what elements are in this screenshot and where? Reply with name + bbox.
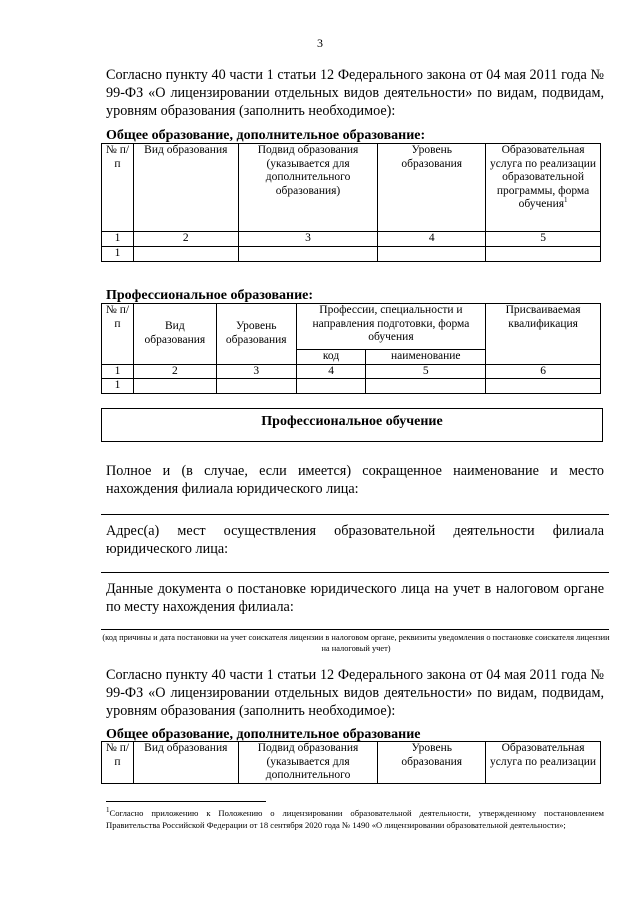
table-number-row: 1 2 3 4 5 6 xyxy=(102,364,601,379)
footnote-text: Согласно приложению к Положению о лицензировании образовательной деятельности, утвержденному постановлением Правительства Российской Федерации от 18 сентября 2020 года № 1490 «О лицензировании образовательной деятельности»; xyxy=(106,808,604,830)
tax-note: (код причины и дата постановки на учет соискателя лицензии в налоговом органе, реквизиты уведомления о постановке соискателя лицензии на налоговый учет) xyxy=(102,633,610,653)
table-number-row: 1 2 3 4 5 xyxy=(102,232,601,247)
intro-paragraph: Согласно пункту 40 части 1 статьи 12 Федерального закона от 04 мая 2011 года № 99-ФЗ «О лицензировании отдельных видов деятельности» по видам, подвидам, уровням образования (заполнить необходимое): xyxy=(106,67,604,119)
header-professions: Профессии, специальности и направления подготовки, форма обучения xyxy=(296,304,485,350)
tax-paragraph: Данные документа о постановке юридического лица на учет в налоговом органе по месту нахождения филиала: xyxy=(106,581,604,615)
branch-name-paragraph: Полное и (в случае, если имеется) сокращенное наименование и место нахождения филиала юридического лица: xyxy=(106,463,604,497)
page-number: 3 xyxy=(317,36,323,50)
branch-name-line[interactable] xyxy=(101,514,609,515)
header-qualification: Присваиваемая квалификация xyxy=(486,304,601,365)
footnote xyxy=(106,808,604,831)
footnote-separator xyxy=(106,801,266,802)
branch-address-line[interactable] xyxy=(101,572,609,573)
footnote-number: 1 xyxy=(106,806,110,815)
footnote-mark: 1 xyxy=(564,196,568,205)
header-kind: Вид образования xyxy=(133,304,216,365)
general-education-heading: Общее образование, дополнительное образование: xyxy=(106,128,426,143)
header-num: № п/п xyxy=(102,304,134,365)
table-row: 1 xyxy=(102,246,601,261)
header-level: Уровень образования xyxy=(378,144,486,232)
general-education-heading-2: Общее образование, дополнительное образование xyxy=(106,727,421,742)
intro-paragraph-2: Согласно пункту 40 части 1 статьи 12 Федерального закона от 04 мая 2011 года № 99-ФЗ «О лицензировании отдельных видов деятельности» по видам, подвидам, уровням образования (заполнить необходимое): xyxy=(106,667,604,719)
professional-training-box: Профессиональное обучение xyxy=(101,408,603,442)
branch-address-paragraph: Адрес(а) мест осуществления образовательной деятельности филиала юридического лица: xyxy=(106,523,604,557)
header-subkind: Подвид образования (указывается для дополнительного образования) xyxy=(238,144,378,232)
header-level: Уровень образования xyxy=(216,304,296,365)
header-name: наименование xyxy=(366,350,486,365)
table-header-row xyxy=(102,144,601,232)
tax-line[interactable] xyxy=(101,629,609,630)
table-row: 1 xyxy=(102,379,601,394)
header-kind: Вид образования xyxy=(133,144,238,232)
professional-education-heading: Профессиональное образование: xyxy=(106,288,314,303)
general-education-table-2 xyxy=(101,741,601,784)
general-education-table xyxy=(101,143,601,262)
table-header-row: № п/п Вид образования Подвид образования (указывается для дополнительного Уровень образования Образовательная услуга по реализации xyxy=(102,742,601,784)
professional-education-table xyxy=(101,303,601,394)
header-service: Образовательная услуга по реализации образовательной программы, форма обучения$^1$ xyxy=(486,144,601,232)
header-code: код xyxy=(296,350,366,365)
header-num: № п/п xyxy=(102,144,134,232)
